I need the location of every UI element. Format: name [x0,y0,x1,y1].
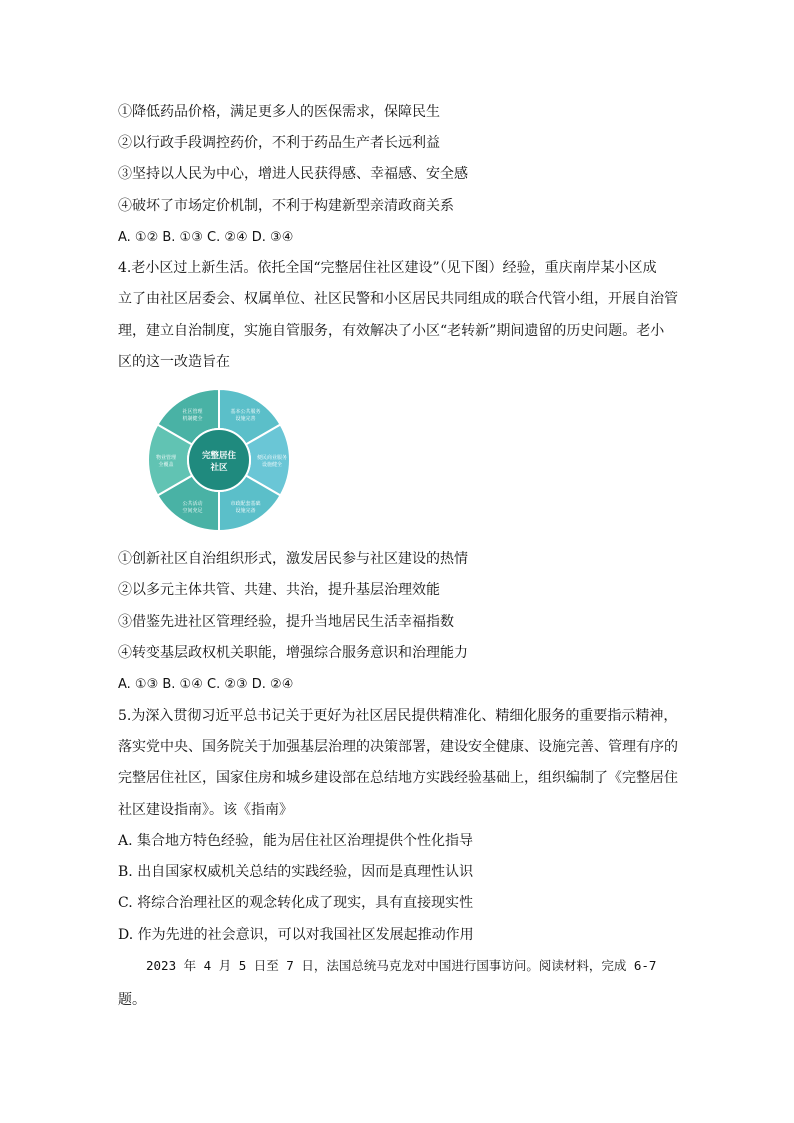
material-intro-line-1: 2023 年 4 月 5 日至 7 日，法国总统马克龙对中国进行国事访问。阅读材料，完成 6-7 [146,958,657,973]
diagram-segment-label: 空间充足 [182,507,203,514]
q5-stem-line-3: 完整居住社区，国家住房和城乡建设部在总结地方实践经验基础上，组织编制了《完整居住 [118,770,678,786]
q5-stem-line-2: 落实党中央、国务院关于加强基层治理的决策部署，建设安全健康、设施完善、管理有序的 [118,739,678,755]
q3-option-1: ①降低药品价格，满足更多人的医保需求，保障民生 [118,104,440,120]
diagram-segment-label: 基本公共服务 [230,409,261,416]
q4-option-4: ④转变基层政权机关职能，增强综合服务意识和治理能力 [118,645,468,661]
q4-option-1: ①创新社区自治组织形式，激发居民参与社区建设的热情 [118,551,468,567]
q5-option-b: B. 出自国家权威机关总结的实践经验，因而是真理性认识 [118,864,474,880]
diagram-segment-label: 全覆盖 [158,462,174,468]
q4-stem-line-1: 4.老小区过上新生活。依托全国“完整居住社区建设”（见下图）经验，重庆南岸某小区成 [118,260,657,276]
q4-stem-line-2: 立了由社区居委会、权属单位、社区民警和小区居民共同组成的联合代管小组，开展自治管 [118,291,678,307]
q3-option-3: ③坚持以人民为中心，增进人民获得感、幸福感、安全感 [118,166,468,182]
q4-option-3: ③借鉴先进社区管理经验，提升当地居民生活幸福指数 [118,614,454,630]
diagram-segment-label: 社区管理 [182,409,203,416]
q4-stem-line-4: 区的这一改造旨在 [118,354,230,370]
q5-stem-line-4: 社区建设指南》。该《指南》 [118,802,293,818]
q3-option-4: ④破坏了市场定价机制，不利于构建新型亲清政商关系 [118,198,454,214]
q4-option-2: ②以多元主体共管、共建、共治，提升基层治理效能 [118,582,440,598]
complete-community-diagram [147,388,291,532]
diagram-segment-label: 便民商业服务 [256,455,288,461]
material-intro-line-2: 题。 [118,992,146,1008]
q5-option-c: C. 将综合治理社区的观念转化成了现实，具有直接现实性 [118,895,474,911]
q3-answer-choices: A. ①② B. ①③ C. ②④ D. ③④ [118,230,294,245]
diagram-center-line-2: 社区 [210,463,228,473]
diagram-center-line-1: 完整居住 [201,451,237,461]
q5-stem-line-1: 5.为深入贯彻习近平总书记关于更好为社区居民提供精准化、精细化服务的重要指示精神， [118,708,678,724]
diagram-segment-label: 市政配套基础 [230,500,261,507]
diagram-segment-label: 设施完备 [235,507,256,514]
diagram-segment-label: 设施健全 [261,462,283,468]
q5-option-d: D. 作为先进的社会意识，可以对我国社区发展起推动作用 [118,927,474,943]
q4-answer-choices: A. ①③ B. ①④ C. ②③ D. ②④ [118,677,294,692]
diagram-segment-label: 公共活动 [182,500,203,507]
q3-option-2: ②以行政手段调控药价，不利于药品生产者长远利益 [118,135,440,151]
diagram-segment-label: 机制健全 [182,416,203,423]
diagram-segment-label: 物业管理 [155,455,177,461]
diagram-segment-label: 设施完善 [235,416,256,423]
q5-option-a: A. 集合地方特色经验，能为居住社区治理提供个性化指导 [118,833,474,849]
q4-stem-line-3: 理，建立自治制度，实施自管服务，有效解决了小区“老转新”期间遗留的历史问题。老小 [118,323,665,339]
